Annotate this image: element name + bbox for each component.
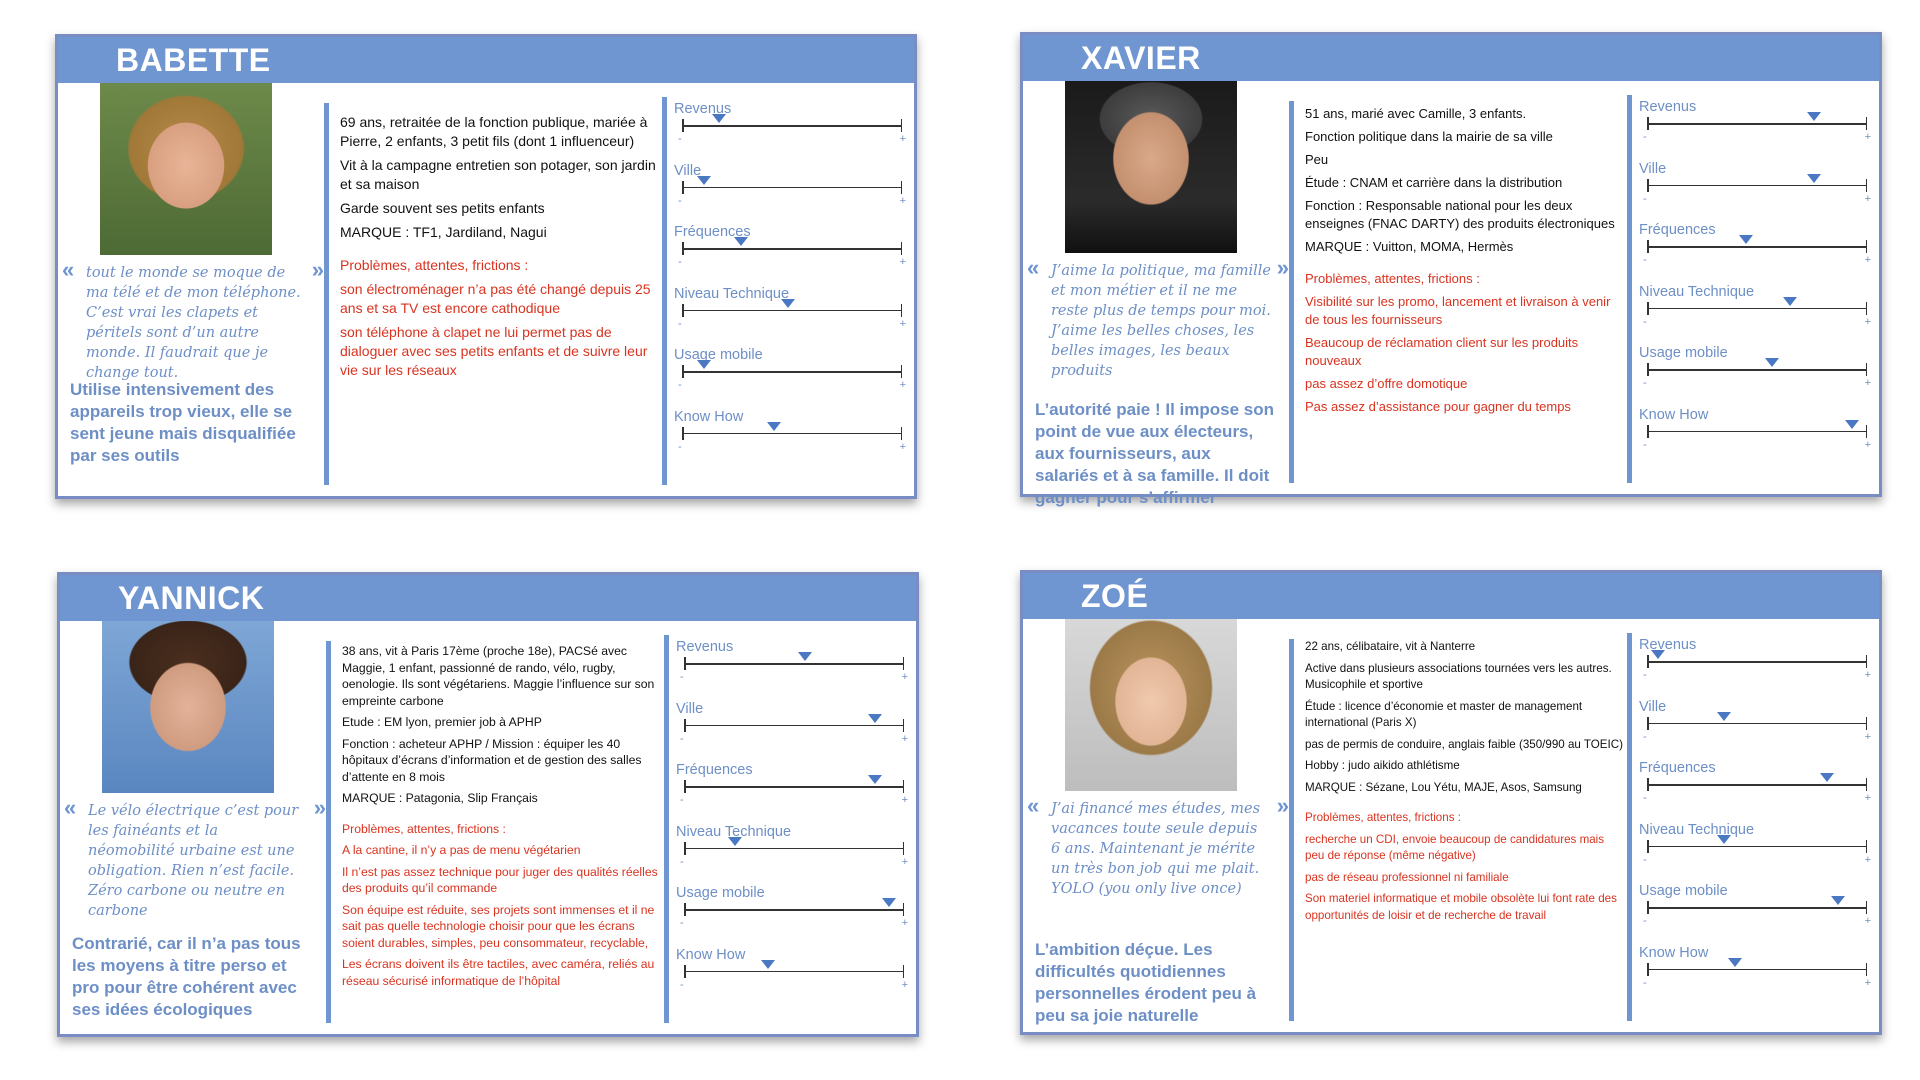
slider-tick	[682, 365, 684, 378]
plus-icon: +	[1864, 377, 1871, 389]
slider-marker-icon	[1831, 896, 1845, 905]
minus-icon: -	[680, 917, 684, 929]
slider-tick	[1647, 717, 1649, 730]
slider-tick	[1866, 117, 1868, 130]
persona-info	[340, 113, 658, 385]
plus-icon: +	[901, 732, 908, 745]
slider-1	[1639, 161, 1875, 223]
slider-marker-icon	[1765, 358, 1779, 367]
slider-track	[678, 187, 906, 207]
persona-photo	[1065, 81, 1237, 253]
slider-track	[1643, 431, 1871, 451]
slider-marker-icon	[1717, 712, 1731, 721]
persona-quote	[1027, 793, 1289, 899]
slider-tick	[1647, 240, 1649, 253]
slider-marker-icon	[882, 898, 896, 907]
slider-marker-icon	[728, 837, 742, 846]
slider-marker-icon	[761, 960, 775, 969]
column-divider	[1627, 633, 1632, 1021]
info-line: 69 ans, retraitée de la fonction publique, mariée à Pierre, 2 enfants, 3 petit fils (dont 1 influenceur)	[340, 114, 648, 149]
slider-label: Ville	[1639, 698, 1667, 715]
slider-tick	[901, 181, 903, 194]
info-line: Fonction : Responsable national pour les deux enseignes (FNAC DARTY) des produits électroniques	[1305, 198, 1615, 231]
persona-card-yannick	[57, 572, 919, 1037]
card-header	[1023, 35, 1879, 81]
slider-label: Ville	[674, 162, 702, 179]
slider-2	[1639, 222, 1875, 284]
plus-icon: +	[899, 133, 906, 145]
slider-marker-icon	[1820, 773, 1834, 782]
open-quote-icon: «	[1027, 793, 1040, 818]
minus-icon: -	[1643, 669, 1647, 681]
problem-item: Son materiel informatique et mobile obsolète lui font rate des opportunités de loisir et de recherche de travail	[1305, 892, 1617, 922]
problems-title: Problèmes, attentes, frictions :	[342, 821, 506, 836]
open-quote-icon: «	[1027, 255, 1040, 280]
slider-marker-icon	[868, 775, 882, 784]
slider-label: Niveau Technique	[674, 285, 790, 302]
slider-tick	[682, 242, 684, 255]
plus-icon: +	[899, 194, 906, 207]
slider-tick	[1647, 778, 1649, 791]
slider-4	[1639, 883, 1875, 945]
persona-quote	[64, 795, 326, 921]
slider-tick	[1647, 302, 1649, 315]
slider-tick	[901, 365, 903, 378]
problems-title: Problèmes, attentes, frictions :	[1305, 811, 1461, 824]
problem-item: Pas assez d’assistance pour gagner du temps	[1305, 399, 1571, 414]
slider-5	[676, 947, 912, 1009]
quote-text: J’aime la politique, ma famille et mon métier et il ne me reste plus de temps pour moi. J’aime les belles choses, les belles images, les beaux produits	[1051, 263, 1271, 379]
slider-0	[674, 101, 910, 163]
quote-text: tout le monde se moque de ma télé et de mon téléphone. C’est vrai les clapets et péritels sont d’un autre monde. Il faudrait que je change tout.	[86, 265, 301, 381]
card-header	[60, 575, 916, 621]
persona-name: XAVIER	[1081, 40, 1201, 76]
persona-summary: L’ambition déçue. Les difficultés quotidiennes personnelles érodent peu à peu sa joie naturelle	[1035, 940, 1257, 1025]
minus-icon: -	[680, 855, 684, 868]
slider-label: Revenus	[674, 101, 732, 117]
minus-icon: -	[1643, 315, 1647, 328]
slider-2	[674, 224, 910, 286]
slider-tick	[684, 719, 686, 732]
slider-track	[1643, 185, 1871, 205]
persona-quote	[1027, 255, 1289, 381]
slider-label: Niveau Technique	[676, 823, 792, 840]
slider-tick	[682, 304, 684, 317]
minus-icon: -	[680, 978, 684, 991]
slider-track	[1643, 907, 1871, 927]
slider-track	[680, 909, 908, 929]
problem-item: Il n’est pas assez technique pour juger des qualités réelles des produits qu’il commande	[342, 864, 658, 895]
slider-tick	[901, 242, 903, 255]
info-line: pas de permis de conduire, anglais faible (350/990 au TOEIC)	[1305, 737, 1623, 751]
persona-photo	[102, 621, 274, 793]
plus-icon: +	[901, 671, 908, 683]
plus-icon: +	[1864, 254, 1871, 266]
slider-tick	[684, 842, 686, 855]
slider-tick	[1647, 655, 1649, 668]
plus-icon: +	[899, 256, 906, 268]
persona-photo	[100, 83, 272, 255]
minus-icon: -	[680, 732, 684, 745]
slider-marker-icon	[1739, 235, 1753, 244]
slider-label: Usage mobile	[674, 347, 763, 363]
slider-tick	[1866, 179, 1868, 192]
problem-item: pas assez d’offre domotique	[1305, 376, 1468, 391]
minus-icon: -	[1643, 853, 1647, 866]
slider-tick	[1647, 363, 1649, 376]
slider-track	[678, 310, 906, 330]
slider-tick	[903, 780, 905, 793]
slider-3	[674, 286, 910, 348]
slider-track	[1643, 723, 1871, 743]
slider-5	[1639, 945, 1875, 1007]
slider-marker-icon	[868, 714, 882, 723]
minus-icon: -	[1643, 254, 1647, 266]
slider-marker-icon	[734, 237, 748, 246]
persona-summary: Utilise intensivement des appareils trop vieux, elle se sent jeune mais disqualifiée par ses outils	[70, 380, 296, 465]
slider-4	[1639, 345, 1875, 407]
plus-icon: +	[899, 317, 906, 330]
slider-0	[1639, 99, 1875, 161]
slider-track	[1643, 661, 1871, 681]
slider-label: Know How	[676, 946, 746, 963]
slider-tick	[1647, 117, 1649, 130]
slider-marker-icon	[712, 114, 726, 123]
plus-icon: +	[901, 978, 908, 991]
slider-marker-icon	[781, 299, 795, 308]
info-line: Hobby : judo aikido athlétisme	[1305, 759, 1460, 772]
plus-icon: +	[899, 379, 906, 391]
slider-tick	[682, 119, 684, 132]
slider-tick	[1647, 425, 1649, 438]
plus-icon: +	[901, 794, 908, 806]
persona-info	[1305, 105, 1623, 421]
slider-marker-icon	[767, 422, 781, 431]
open-quote-icon: «	[64, 795, 77, 820]
slider-label: Fréquences	[674, 224, 751, 240]
plus-icon: +	[901, 917, 908, 929]
slider-tick	[1647, 179, 1649, 192]
plus-icon: +	[1864, 438, 1871, 451]
problem-item: Les écrans doivent ils être tactiles, avec caméra, reliés au réseau sécurisé informatique de l’hôpital	[342, 957, 655, 988]
slider-label: Know How	[1639, 944, 1709, 961]
slider-marker-icon	[1807, 112, 1821, 121]
slider-tick	[1866, 963, 1868, 976]
plus-icon: +	[901, 855, 908, 868]
info-line: Fonction : acheteur APHP / Mission : équiper les 40 hôpitaux d’écrans d’information et de gestion des salles d’attente en 8 mois	[342, 736, 642, 784]
column-divider	[324, 103, 329, 485]
persona-photo	[1065, 619, 1237, 791]
slider-tick	[901, 119, 903, 132]
slider-label: Niveau Technique	[1639, 283, 1755, 300]
minus-icon: -	[1643, 377, 1647, 389]
column-divider	[1289, 101, 1294, 483]
slider-tick	[1866, 901, 1868, 914]
slider-tick	[1647, 963, 1649, 976]
slider-marker-icon	[1717, 835, 1731, 844]
plus-icon: +	[1864, 976, 1871, 989]
slider-label: Know How	[1639, 406, 1709, 423]
slider-track	[1643, 123, 1871, 143]
close-quote-icon: »	[311, 257, 324, 282]
column-divider	[664, 635, 669, 1023]
slider-track	[1643, 246, 1871, 266]
card-header	[1023, 573, 1879, 619]
slider-label: Usage mobile	[1639, 883, 1728, 899]
slider-marker-icon	[697, 360, 711, 369]
info-line: MARQUE : Sézane, Lou Yétu, MAJE, Asos, Samsung	[1305, 780, 1582, 794]
slider-4	[676, 885, 912, 947]
persona-card-zoe	[1020, 570, 1882, 1035]
slider-track	[1643, 784, 1871, 804]
problem-item: pas de réseau professionnel ni familiale	[1305, 870, 1509, 884]
persona-sliders	[676, 639, 912, 1008]
close-quote-icon: »	[313, 795, 326, 820]
slider-track	[680, 725, 908, 745]
slider-tick	[682, 181, 684, 194]
slider-tick	[684, 657, 686, 670]
slider-label: Usage mobile	[676, 885, 765, 901]
slider-tick	[682, 427, 684, 440]
slider-label: Fréquences	[1639, 222, 1716, 238]
persona-summary: L’autorité paie ! Il impose son point de vue aux électeurs, aux fournisseurs, aux salariés et à sa famille. Il doit gagner pour s’affirmer	[1035, 400, 1274, 507]
slider-marker-icon	[1783, 297, 1797, 306]
info-line: Peu	[1305, 152, 1329, 167]
slider-label: Fréquences	[676, 762, 753, 778]
column-divider	[662, 97, 667, 485]
slider-tick	[901, 304, 903, 317]
persona-info	[1305, 639, 1623, 929]
problem-item: son téléphone à clapet ne lui permet pas de dialoguer avec ses petits enfants et de suivre leur vie sur les réseaux	[340, 324, 648, 378]
minus-icon: -	[678, 379, 682, 391]
slider-3	[676, 824, 912, 886]
open-quote-icon: «	[62, 257, 75, 282]
slider-tick	[903, 657, 905, 670]
plus-icon: +	[899, 440, 906, 453]
slider-3	[1639, 822, 1875, 884]
problem-item: Beaucoup de réclamation client sur les produits nouveaux	[1305, 335, 1579, 368]
slider-label: Revenus	[676, 639, 734, 655]
info-line: Étude : CNAM et carrière dans la distribution	[1305, 175, 1563, 190]
slider-label: Fréquences	[1639, 760, 1716, 776]
persona-sliders	[1639, 99, 1875, 468]
slider-label: Ville	[676, 700, 704, 717]
info-line: 51 ans, marié avec Camille, 3 enfants.	[1305, 106, 1527, 121]
column-divider	[1289, 639, 1294, 1021]
slider-track	[678, 433, 906, 453]
slider-marker-icon	[697, 176, 711, 185]
slider-track	[1643, 308, 1871, 328]
minus-icon: -	[678, 133, 682, 145]
persona-summary: Contrarié, car il n’a pas tous les moyens à titre perso et pro pour être cohérent avec ses idées écologiques	[72, 934, 301, 1019]
close-quote-icon: »	[1276, 793, 1289, 818]
slider-tick	[1866, 717, 1868, 730]
plus-icon: +	[1864, 192, 1871, 205]
slider-tick	[903, 719, 905, 732]
minus-icon: -	[678, 440, 682, 453]
slider-label: Revenus	[1639, 637, 1697, 653]
slider-track	[678, 371, 906, 391]
info-line: 22 ans, célibataire, vit à Nanterre	[1305, 640, 1476, 653]
minus-icon: -	[1643, 438, 1647, 451]
slider-label: Know How	[674, 408, 744, 425]
slider-2	[1639, 760, 1875, 822]
slider-tick	[684, 903, 686, 916]
slider-1	[1639, 699, 1875, 761]
slider-track	[680, 848, 908, 868]
slider-1	[674, 163, 910, 225]
minus-icon: -	[678, 256, 682, 268]
card-header	[58, 37, 914, 83]
info-line: 38 ans, vit à Paris 17ème (proche 18e), PACSé avec Maggie, 1 enfant, passionné de rando, vélo, rugby, oenologie. Ils sont végétariens. Maggie l’influence sur son empreinte carbone	[342, 644, 655, 708]
slider-tick	[903, 903, 905, 916]
plus-icon: +	[1864, 669, 1871, 681]
slider-tick	[1866, 425, 1868, 438]
slider-2	[676, 762, 912, 824]
slider-0	[676, 639, 912, 701]
problem-item: son électroménager n’a pas été changé depuis 25 ans et sa TV est encore cathodique	[340, 281, 651, 316]
slider-tick	[903, 842, 905, 855]
info-line: MARQUE : Patagonia, Slip Français	[342, 791, 538, 805]
slider-tick	[1866, 655, 1868, 668]
slider-5	[674, 409, 910, 471]
slider-tick	[903, 965, 905, 978]
slider-track	[1643, 969, 1871, 989]
slider-tick	[1647, 901, 1649, 914]
info-line: Étude : licence d’économie et master de management international (Paris X)	[1305, 699, 1583, 729]
info-line: Vit à la campagne entretien son potager, son jardin et sa maison	[340, 157, 656, 192]
slider-track	[678, 125, 906, 145]
slider-marker-icon	[1651, 650, 1665, 659]
slider-track	[680, 786, 908, 806]
slider-track	[678, 248, 906, 268]
plus-icon: +	[1864, 792, 1871, 804]
slider-marker-icon	[1845, 420, 1859, 429]
minus-icon: -	[1643, 131, 1647, 143]
problem-item: Visibilité sur les promo, lancement et livraison à venir de tous les fournisseurs	[1305, 294, 1611, 327]
info-line: MARQUE : TF1, Jardiland, Nagui	[340, 224, 547, 240]
slider-0	[1639, 637, 1875, 699]
quote-text: J’ai financé mes études, mes vacances toute seule depuis 6 ans. Maintenant je mérite un très bon job qui me plait. YOLO (you only live once)	[1051, 801, 1261, 897]
persona-quote	[62, 257, 324, 383]
column-divider	[326, 641, 331, 1023]
slider-label: Ville	[1639, 160, 1667, 177]
info-line: Active dans plusieurs associations tournées vers les autres. Musicophile et sportive	[1305, 661, 1612, 691]
persona-card-babette	[55, 34, 917, 499]
persona-name: ZOÉ	[1081, 578, 1149, 614]
slider-label: Usage mobile	[1639, 345, 1728, 361]
slider-tick	[1866, 363, 1868, 376]
info-line: MARQUE : Vuitton, MOMA, Hermès	[1305, 239, 1514, 254]
slider-label: Revenus	[1639, 99, 1697, 115]
slider-5	[1639, 407, 1875, 469]
slider-tick	[1866, 778, 1868, 791]
slider-tick	[1866, 240, 1868, 253]
slider-marker-icon	[1728, 958, 1742, 967]
info-line: Garde souvent ses petits enfants	[340, 200, 545, 216]
minus-icon: -	[1643, 976, 1647, 989]
persona-sliders	[674, 101, 910, 470]
slider-track	[1643, 369, 1871, 389]
persona-card-xavier	[1020, 32, 1882, 507]
plus-icon: +	[1864, 730, 1871, 743]
slider-tick	[1647, 840, 1649, 853]
slider-marker-icon	[1807, 174, 1821, 183]
close-quote-icon: »	[1276, 255, 1289, 280]
info-line: Etude : EM lyon, premier job à APHP	[342, 715, 542, 729]
problem-item: A la cantine, il n’y a pas de menu végétarien	[342, 843, 581, 857]
column-divider	[1627, 95, 1632, 483]
minus-icon: -	[1643, 915, 1647, 927]
slider-1	[676, 701, 912, 763]
plus-icon: +	[1864, 131, 1871, 143]
persona-name: YANNICK	[118, 580, 265, 616]
minus-icon: -	[678, 194, 682, 207]
problems-title: Problèmes, attentes, frictions :	[340, 257, 529, 273]
quote-text: Le vélo électrique c’est pour les fainéants et la néomobilité urbaine est une obligation. Rien n’est facile. Zéro carbone ou neutre en carbone	[88, 803, 299, 919]
slider-label: Niveau Technique	[1639, 821, 1755, 838]
minus-icon: -	[680, 794, 684, 806]
slider-tick	[684, 780, 686, 793]
info-line: Fonction politique dans la mairie de sa ville	[1305, 129, 1553, 144]
problem-item: recherche un CDI, envoie beaucoup de candidatures mais peu de réponse (même négative)	[1305, 832, 1605, 862]
minus-icon: -	[680, 671, 684, 683]
problems-title: Problèmes, attentes, frictions :	[1305, 271, 1480, 286]
slider-4	[674, 347, 910, 409]
plus-icon: +	[1864, 853, 1871, 866]
slider-tick	[1866, 840, 1868, 853]
plus-icon: +	[1864, 915, 1871, 927]
slider-3	[1639, 284, 1875, 346]
slider-marker-icon	[798, 652, 812, 661]
plus-icon: +	[1864, 315, 1871, 328]
minus-icon: -	[1643, 192, 1647, 205]
slider-tick	[1866, 302, 1868, 315]
persona-info	[342, 643, 660, 994]
minus-icon: -	[1643, 792, 1647, 804]
minus-icon: -	[1643, 730, 1647, 743]
slider-track	[680, 971, 908, 991]
slider-track	[680, 663, 908, 683]
slider-tick	[901, 427, 903, 440]
slider-track	[1643, 846, 1871, 866]
minus-icon: -	[678, 317, 682, 330]
problem-item: Son équipe est réduite, ses projets sont immenses et il ne sait pas quelle technologie choisir pour que les écrans soient durables, simples, peu consommateur, recyclable,	[342, 902, 655, 950]
persona-name: BABETTE	[116, 42, 271, 78]
slider-tick	[684, 965, 686, 978]
persona-sliders	[1639, 637, 1875, 1006]
